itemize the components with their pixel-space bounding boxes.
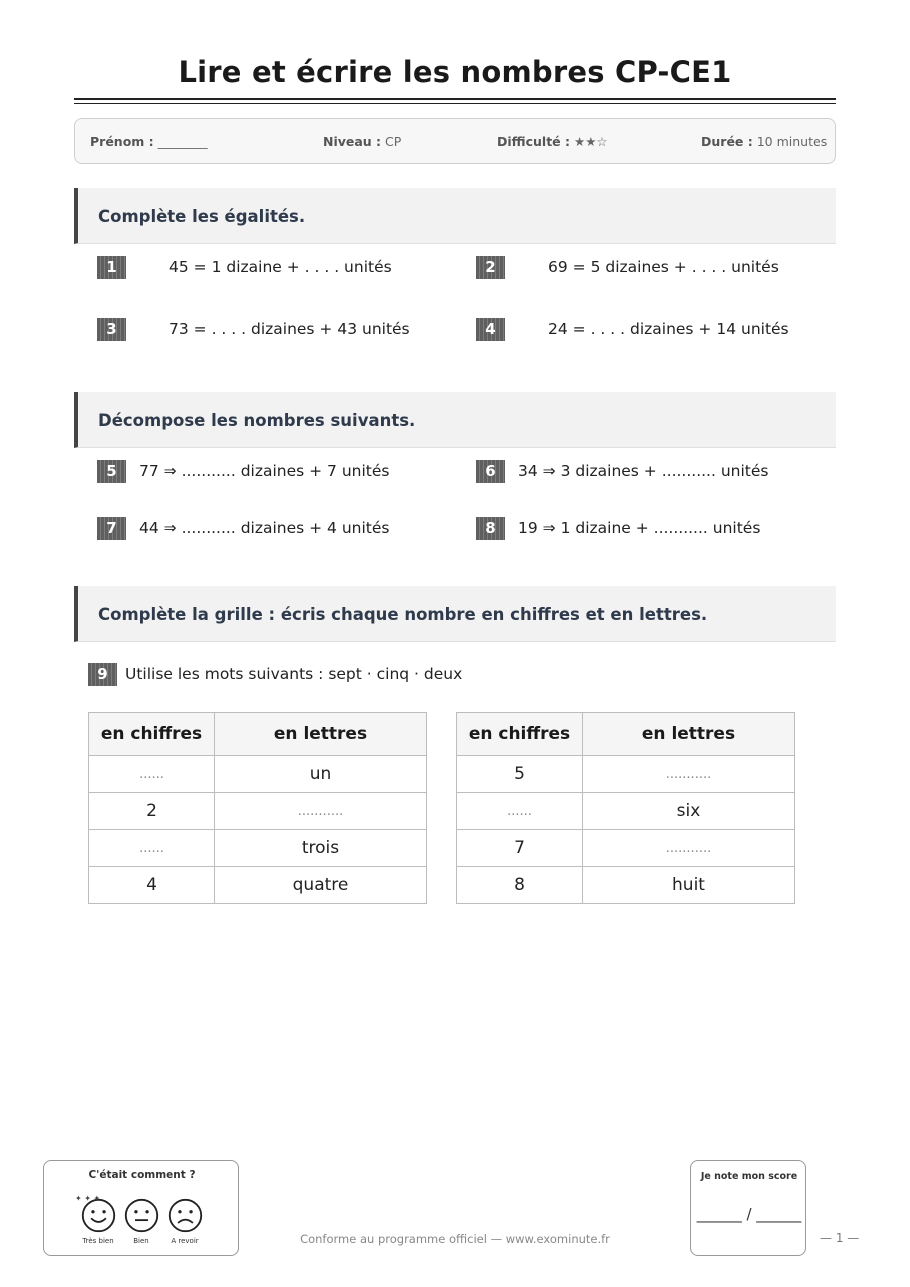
info-difficulte bbox=[497, 134, 608, 149]
table-header-row bbox=[89, 713, 427, 756]
table-cell: 5 bbox=[457, 756, 583, 793]
difficulte-label: Difficulté : bbox=[497, 134, 570, 149]
table-cell: 2 bbox=[89, 793, 215, 830]
section-3-heading bbox=[74, 586, 836, 642]
question-number: 8 bbox=[476, 517, 505, 540]
mood-label-tres-bien: Très bien bbox=[82, 1237, 114, 1245]
question-number: 7 bbox=[97, 517, 126, 540]
section-1-heading bbox=[74, 188, 836, 244]
info-niveau bbox=[323, 134, 401, 149]
table-row bbox=[457, 867, 795, 904]
table-cell: 4 bbox=[89, 867, 215, 904]
table-cell[interactable]: ........... bbox=[215, 793, 427, 830]
table-cell: un bbox=[215, 756, 427, 793]
mood-label-bien: Bien bbox=[133, 1237, 149, 1245]
table-row bbox=[89, 756, 427, 793]
question-text: 34 ⇒ 3 dizaines + ........... unités bbox=[518, 462, 769, 480]
table-row bbox=[457, 830, 795, 867]
niveau-value: CP bbox=[385, 134, 402, 149]
sparkle-icon bbox=[75, 1193, 101, 1203]
column-header: en chiffres bbox=[89, 713, 215, 756]
column-header: en lettres bbox=[215, 713, 427, 756]
sad-face-icon[interactable] bbox=[167, 1197, 204, 1234]
score-line[interactable]: ______ / ______ bbox=[696, 1205, 802, 1223]
title-divider bbox=[74, 98, 836, 100]
question-number: 5 bbox=[97, 460, 126, 483]
info-prenom bbox=[90, 134, 208, 149]
prenom-label: Prénom : bbox=[90, 134, 154, 149]
score-box bbox=[690, 1160, 806, 1256]
question-text: 45 = 1 dizaine + . . . . unités bbox=[169, 258, 392, 276]
table-row bbox=[89, 830, 427, 867]
table-cell: six bbox=[583, 793, 795, 830]
table-cell: huit bbox=[583, 867, 795, 904]
prenom-value: ________ bbox=[157, 134, 208, 149]
difficulte-stars: ★★☆ bbox=[573, 134, 608, 149]
mood-label-a-revoir: A revoir bbox=[171, 1237, 199, 1245]
page-title: Lire et écrire les nombres CP-CE1 bbox=[178, 55, 732, 89]
table-row bbox=[457, 756, 795, 793]
question-number: 4 bbox=[476, 318, 505, 341]
question-text: Utilise les mots suivants : sept · cinq · deux bbox=[125, 665, 463, 683]
table-cell[interactable]: ...... bbox=[89, 830, 215, 867]
question-number: 2 bbox=[476, 256, 505, 279]
svg-text:✦ ✦ ✦: ✦ ✦ ✦ bbox=[75, 1194, 101, 1203]
section-3-title: Complète la grille : écris chaque nombre en chiffres et en lettres. bbox=[98, 605, 708, 624]
info-box bbox=[74, 118, 836, 164]
question-number: 3 bbox=[97, 318, 126, 341]
grid-table-right bbox=[456, 712, 795, 904]
duree-label: Durée : bbox=[701, 134, 753, 149]
question-number: 1 bbox=[97, 256, 126, 279]
question-number: 6 bbox=[476, 460, 505, 483]
info-duree bbox=[701, 134, 827, 149]
niveau-label: Niveau : bbox=[323, 134, 382, 149]
question-text: 73 = . . . . dizaines + 43 unités bbox=[169, 320, 410, 338]
table-header-row bbox=[457, 713, 795, 756]
duree-value: 10 minutes bbox=[756, 134, 828, 149]
question-text: 77 ⇒ ........... dizaines + 7 unités bbox=[139, 462, 390, 480]
table-cell[interactable]: ...... bbox=[457, 793, 583, 830]
footer-text: Conforme au programme officiel — www.exominute.fr bbox=[300, 1232, 610, 1246]
table-cell[interactable]: ...... bbox=[89, 756, 215, 793]
question-text: 24 = . . . . dizaines + 14 unités bbox=[548, 320, 789, 338]
table-row bbox=[89, 867, 427, 904]
mood-title: C'était comment ? bbox=[88, 1169, 196, 1181]
grid-table-left bbox=[88, 712, 427, 904]
score-title: Je note mon score bbox=[700, 1171, 798, 1182]
question-text: 44 ⇒ ........... dizaines + 4 unités bbox=[139, 519, 390, 537]
neutral-face-icon[interactable] bbox=[123, 1197, 160, 1234]
section-2-heading bbox=[74, 392, 836, 448]
page-number: — 1 — bbox=[820, 1231, 860, 1245]
table-cell: 8 bbox=[457, 867, 583, 904]
table-row bbox=[89, 793, 427, 830]
table-row bbox=[457, 793, 795, 830]
table-cell[interactable]: ........... bbox=[583, 830, 795, 867]
table-cell: trois bbox=[215, 830, 427, 867]
section-2-title: Décompose les nombres suivants. bbox=[98, 411, 416, 430]
section-1-title: Complète les égalités. bbox=[98, 207, 306, 226]
question-number: 9 bbox=[88, 663, 117, 686]
column-header: en chiffres bbox=[457, 713, 583, 756]
title-divider-thin bbox=[74, 103, 836, 104]
question-text: 69 = 5 dizaines + . . . . unités bbox=[548, 258, 779, 276]
table-cell: 7 bbox=[457, 830, 583, 867]
question-text: 19 ⇒ 1 dizaine + ........... unités bbox=[518, 519, 761, 537]
table-cell: quatre bbox=[215, 867, 427, 904]
table-cell[interactable]: ........... bbox=[583, 756, 795, 793]
column-header: en lettres bbox=[583, 713, 795, 756]
